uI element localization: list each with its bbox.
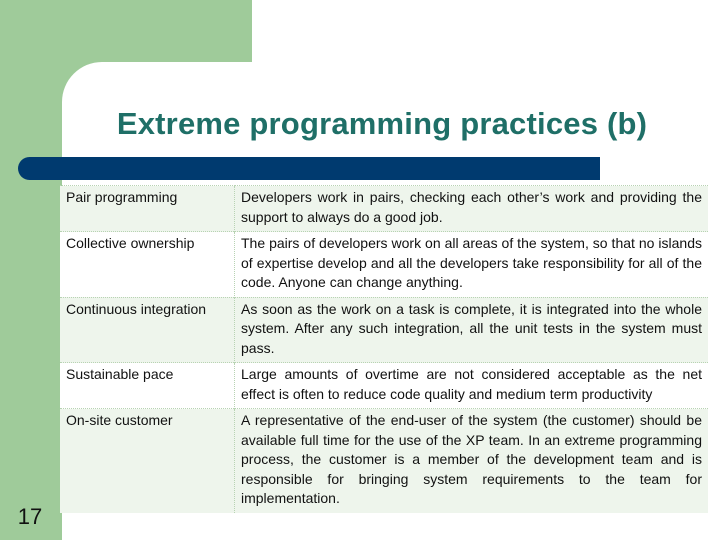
practice-description: As soon as the work on a task is complete, it is integrated into the whole system. After any such integration, all the unit tests in the system must pass. [235,297,709,363]
practice-name: Continuous integration [60,297,235,363]
practices-table [60,185,708,513]
table-row [60,297,708,363]
slide-title: Extreme programming practices (b) [116,106,648,141]
page-number: 17 [17,504,43,529]
practice-name: Collective ownership [60,232,235,298]
practice-name: On-site customer [60,409,235,513]
practice-description: Large amounts of overtime are not considered acceptable as the net effect is often to reduce code quality and medium term productivity [235,363,709,409]
table-row [60,363,708,409]
practice-name: Pair programming [60,186,235,232]
decorative-rounded-corner [62,62,102,102]
practice-description: Developers work in pairs, checking each other’s work and providing the support to always do a good job. [235,186,709,232]
table-row [60,232,708,298]
table-row [60,409,708,513]
title-underline-bar [18,157,600,180]
practice-description: The pairs of developers work on all areas of the system, so that no islands of expertise develop and all the developers take responsibility for all of the code. Anyone can change anything. [235,232,709,298]
practice-name: Sustainable pace [60,363,235,409]
table-row [60,186,708,232]
decorative-green-sidebar [0,0,62,540]
practice-description: A representative of the end-user of the system (the customer) should be available full time for the use of the XP team. In an extreme programming process, the customer is a member of the development team and is responsible for bringing system requirements to the team for implementation. [235,409,709,513]
